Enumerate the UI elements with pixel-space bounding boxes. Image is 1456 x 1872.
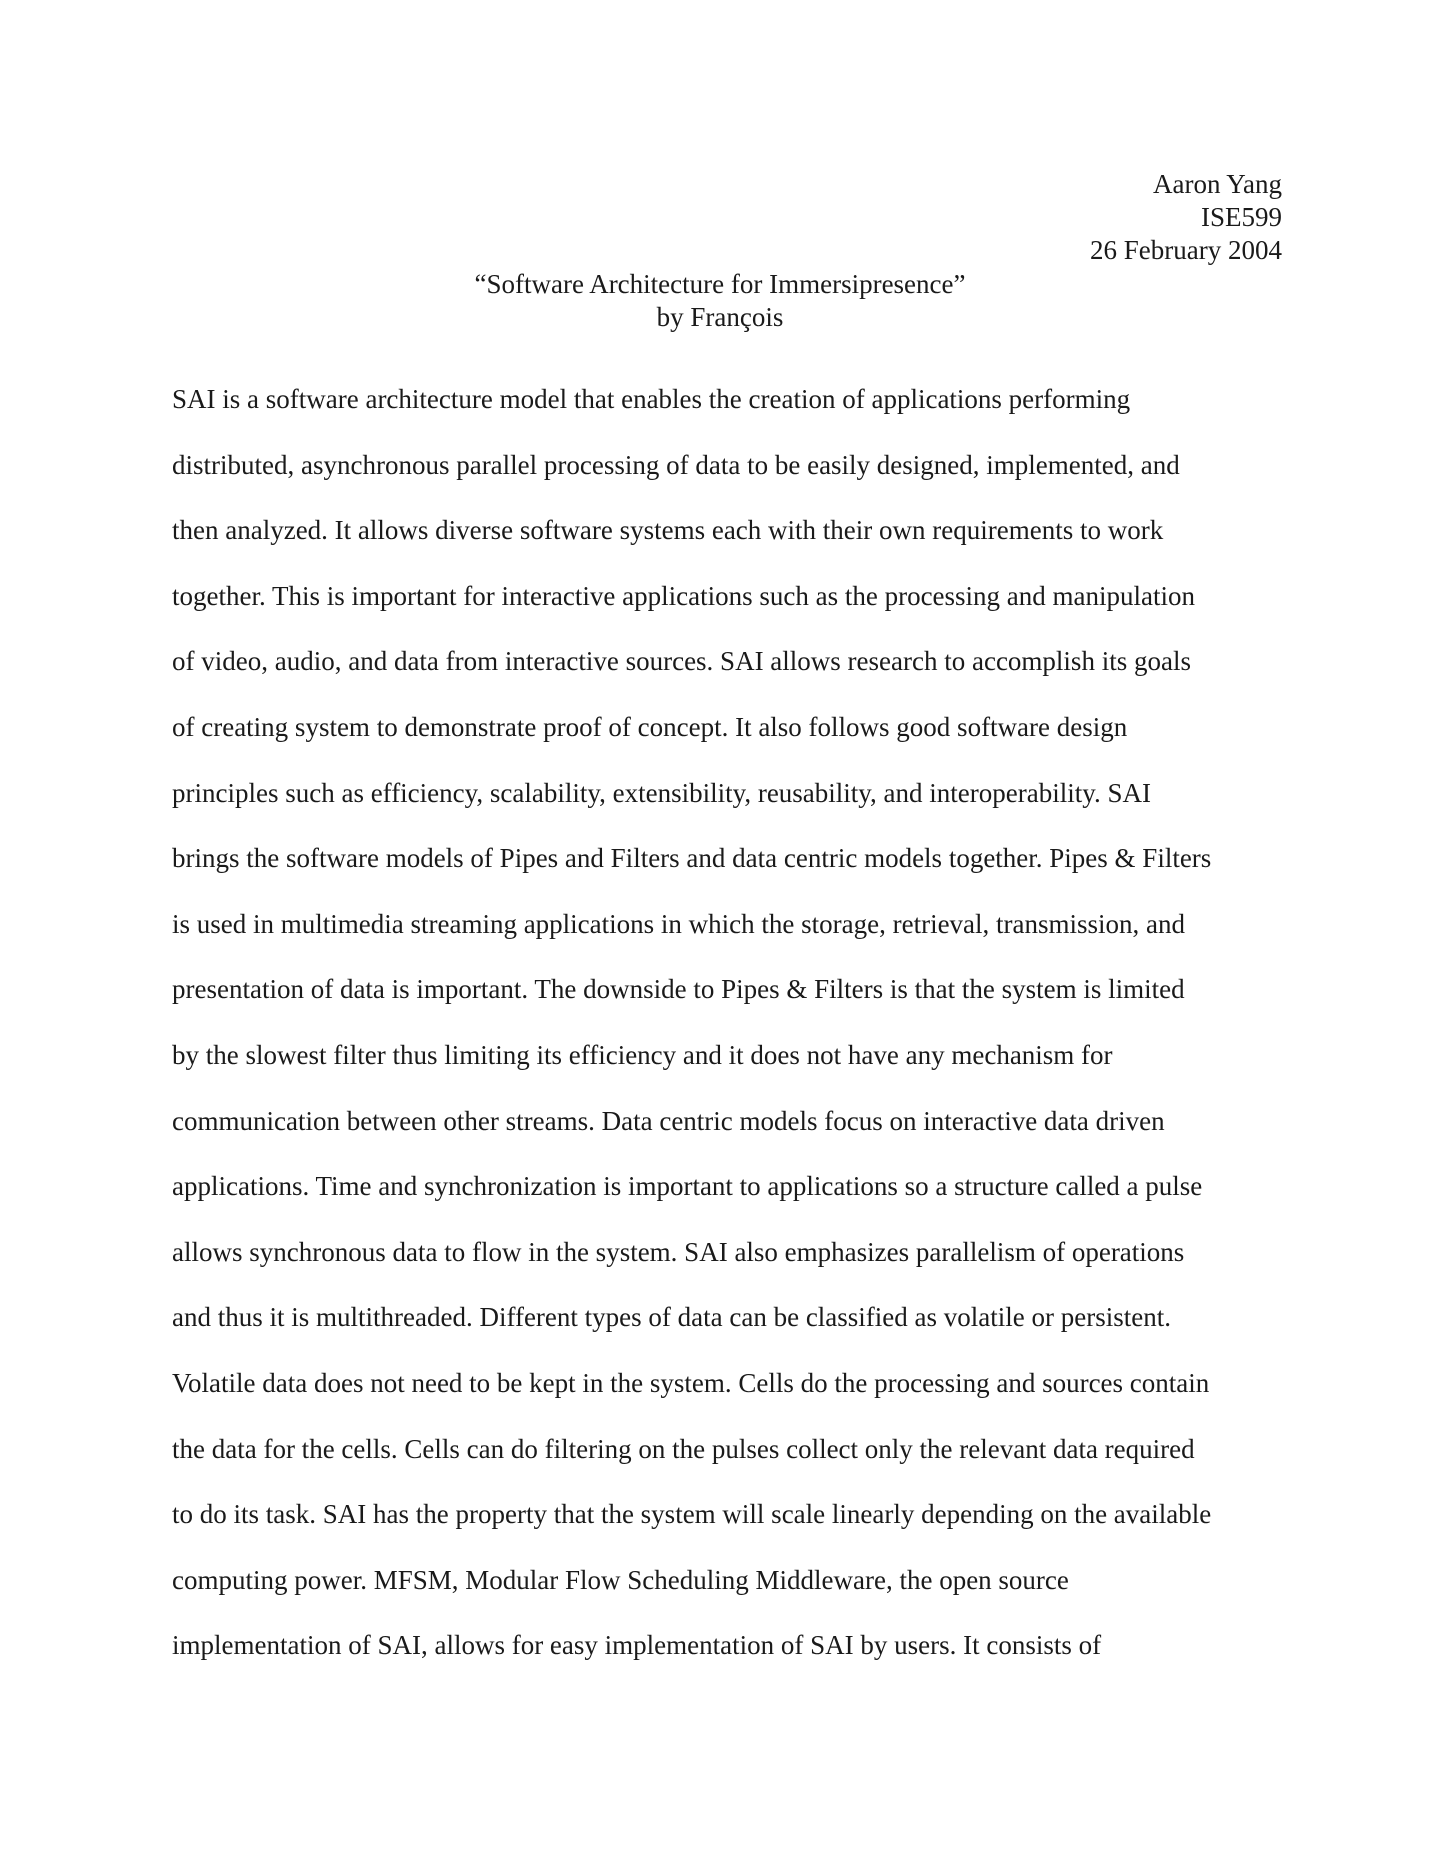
body-line: SAI is a software architecture model that enables the creation of applications performing [172,384,1131,414]
author-name: Aaron Yang [1152,169,1282,199]
body-line: of creating system to demonstrate proof of concept. It also follows good software design [172,711,1128,742]
title-line-1: “Software Architecture for Immersipresence” [474,269,966,299]
document-title [0,268,1456,334]
body-line: brings the software models of Pipes and Filters and data centric models together. Pipes & Filters [172,843,1212,874]
title-line-2: by François [656,302,784,332]
body-line: together. This is important for interactive applications such as the processing and manipulation [172,580,1196,611]
body-line: distributed, asynchronous parallel processing of data to be easily designed, implemented, and [172,449,1180,480]
course-code: ISE599 [1201,202,1282,232]
body-line: to do its task. SAI has the property that the system will scale linearly depending on the available [172,1499,1212,1530]
body-line: applications. Time and synchronization is important to applications so a structure called a pulse [172,1171,1203,1202]
body-line: implementation of SAI, allows for easy implementation of SAI by users. It consists of [172,1630,1102,1661]
body-line: presentation of data is important. The downside to Pipes & Filters is that the system is limited [172,974,1185,1005]
body-line: principles such as efficiency, scalability, extensibility, reusability, and interoperability. SAI [172,777,1151,808]
body-line: of video, audio, and data from interactive sources. SAI allows research to accomplish its goals [172,646,1191,677]
author-header [1090,168,1282,267]
body-line: is used in multimedia streaming applications in which the storage, retrieval, transmission, and [172,908,1186,939]
body-line: by the slowest filter thus limiting its efficiency and it does not have any mechanism for [172,1039,1113,1070]
body-line: the data for the cells. Cells can do filtering on the pulses collect only the relevant data required [172,1433,1195,1464]
document-date: 26 February 2004 [1090,235,1282,265]
body-line: and thus it is multithreaded. Different types of data can be classified as volatile or persistent. [172,1302,1171,1333]
body-line: communication between other streams. Data centric models focus on interactive data driven [172,1105,1165,1136]
body-line: Volatile data does not need to be kept in the system. Cells do the processing and sources contain [172,1367,1210,1398]
body-line: then analyzed. It allows diverse software systems each with their own requirements to work [172,515,1164,546]
body-line: computing power. MFSM, Modular Flow Scheduling Middleware, the open source [172,1564,1069,1595]
body-paragraph [172,367,1292,1679]
body-line: allows synchronous data to flow in the system. SAI also emphasizes parallelism of operations [172,1236,1185,1267]
